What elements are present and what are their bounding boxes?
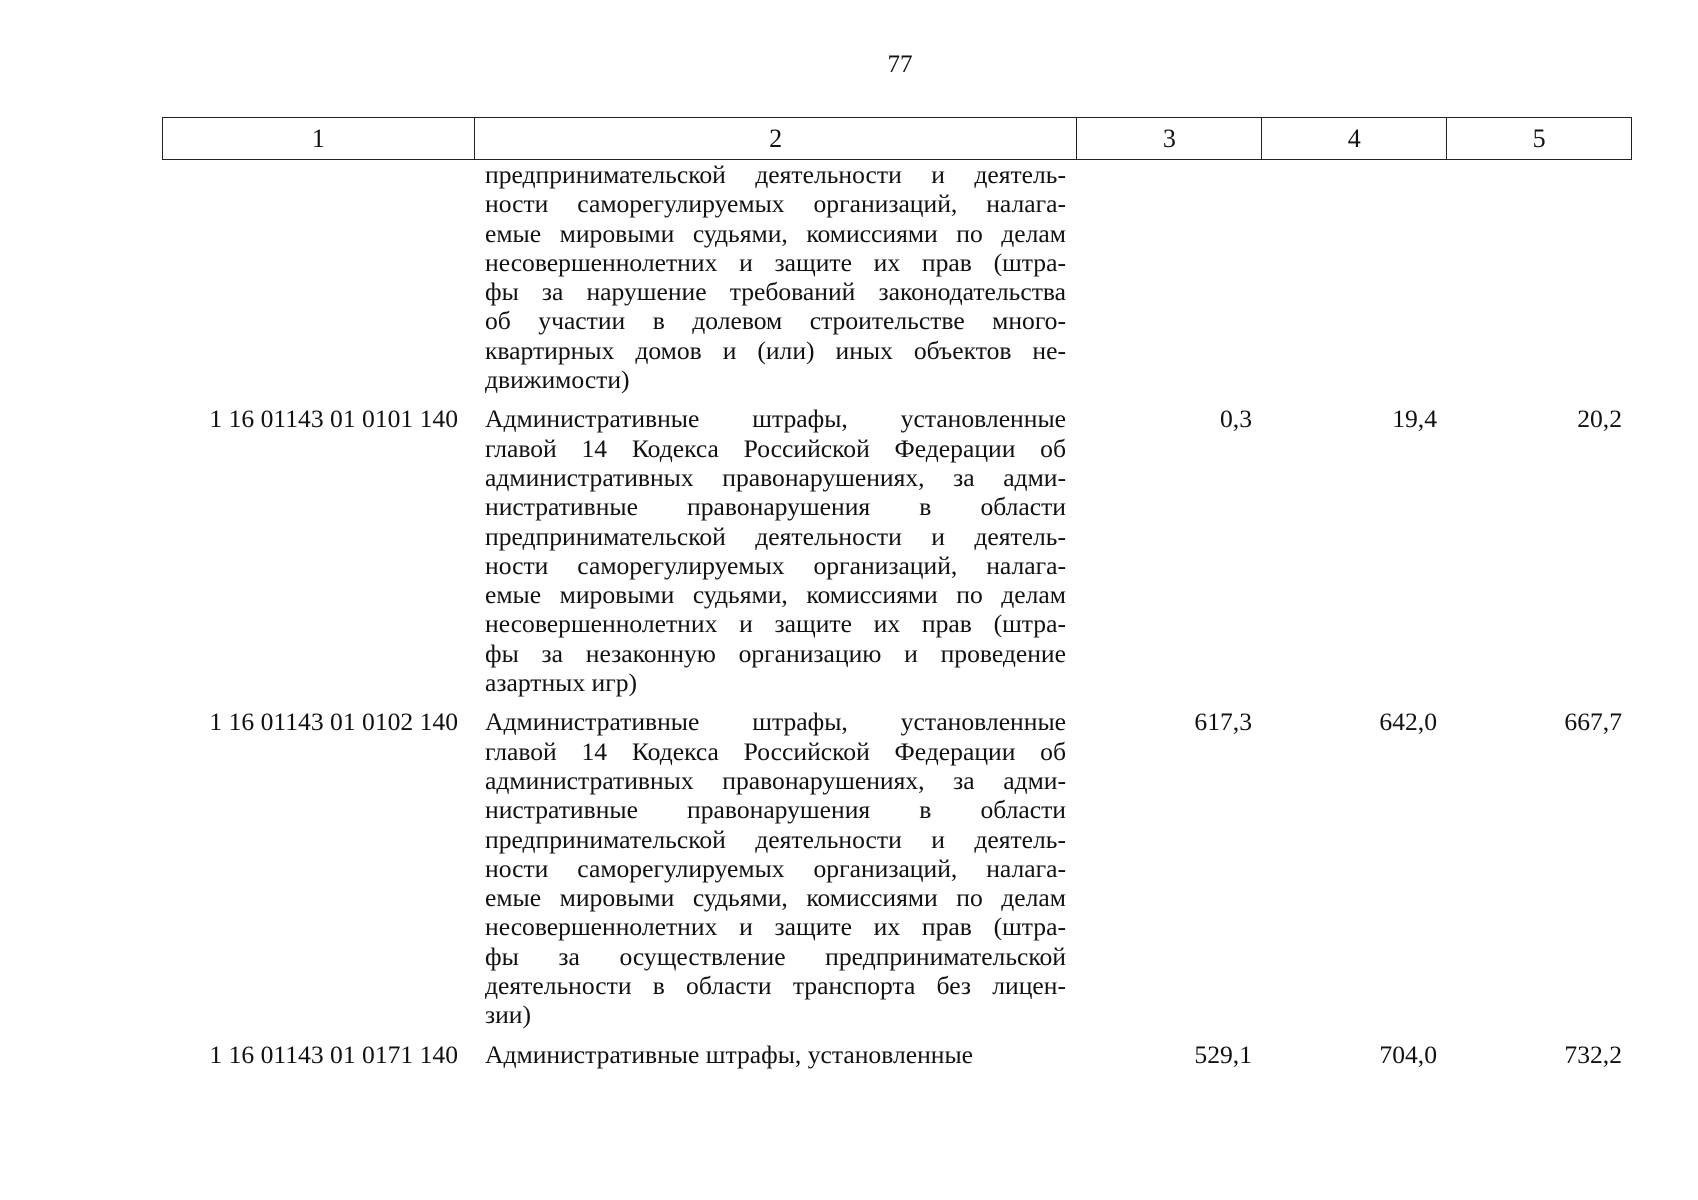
description-line: предпринимательской деятельности и деятель- [485, 521, 1066, 551]
table-header [162, 117, 1632, 160]
budget-code: 1 16 01143 01 0171 140 [209, 1039, 458, 1069]
description-line: ности саморегулируемых организаций, налага- [485, 189, 1066, 219]
description [474, 160, 1077, 394]
header-col-1: 1 [163, 118, 475, 159]
description [474, 404, 1077, 697]
description-line: нистративные правонарушения в области [485, 492, 1066, 522]
budget-code: 1 16 01143 01 0102 140 [209, 707, 458, 737]
value-col-5 [1447, 160, 1632, 394]
description-line: об участии в долевом строительстве много- [485, 306, 1066, 336]
table-row [162, 404, 1632, 697]
description [474, 1040, 1077, 1069]
table-row [162, 1040, 1632, 1069]
value-col-5: 732,2 [1564, 1039, 1622, 1069]
value-col-3: 617,3 [1194, 707, 1252, 737]
page-number: 77 [887, 51, 913, 78]
description-line: Административные штрафы, установленные [485, 404, 1066, 434]
description-line: деятельности в области транспорта без лицен- [485, 971, 1066, 1001]
description-line: главой 14 Кодекса Российской Федерации об [485, 433, 1066, 463]
description-line: несовершеннолетних и защите их прав (штра- [485, 609, 1066, 639]
description-line: емые мировыми судьями, комиссиями по делам [485, 580, 1066, 610]
header-col-2: 2 [475, 118, 1078, 159]
description-line: несовершеннолетних и защите их прав (штра- [485, 912, 1066, 942]
description-line: азартных игр) [485, 668, 638, 698]
value-col-4: 704,0 [1379, 1039, 1437, 1069]
description-line: зии) [485, 1000, 532, 1030]
value-col-4: 19,4 [1392, 404, 1437, 434]
description-line: ности саморегулируемых организаций, налага- [485, 853, 1066, 883]
header-col-3: 3 [1077, 118, 1262, 159]
value-col-3: 0,3 [1220, 404, 1252, 434]
value-col-5: 667,7 [1564, 707, 1622, 737]
description-line: главой 14 Кодекса Российской Федерации об [485, 736, 1066, 766]
header-col-4: 4 [1262, 118, 1447, 159]
budget-code: 1 16 01143 01 0101 140 [209, 404, 458, 434]
table-row [162, 707, 1632, 1029]
description-line: административных правонарушениях, за адми- [485, 462, 1066, 492]
description-line: несовершеннолетних и защите их прав (штра- [485, 247, 1066, 277]
value-col-3: 529,1 [1194, 1039, 1252, 1069]
description-line: фы за нарушение требований законодательства [485, 277, 1066, 307]
description-line: фы за незаконную организацию и проведение [485, 638, 1066, 668]
description-line: квартирных домов и (или) иных объектов не- [485, 335, 1066, 365]
value-col-3 [1077, 160, 1262, 394]
description-line: административных правонарушениях, за адми- [485, 765, 1066, 795]
header-col-5: 5 [1447, 118, 1632, 159]
description-line: фы за осуществление предпринимательской [485, 941, 1066, 971]
budget-code [162, 160, 474, 394]
description-line: емые мировыми судьями, комиссиями по делам [485, 883, 1066, 913]
description-line: емые мировыми судьями, комиссиями по делам [485, 218, 1066, 248]
description-line: ности саморегулируемых организаций, налага- [485, 550, 1066, 580]
description [474, 707, 1077, 1029]
table-row [162, 160, 1632, 394]
value-col-4: 642,0 [1379, 707, 1437, 737]
table-body [162, 160, 1632, 1079]
description-line: Административные штрафы, установленные [485, 707, 1066, 737]
description-line: движимости) [485, 365, 630, 395]
description-line: предпринимательской деятельности и деятель- [485, 160, 1066, 189]
description-line: предпринимательской деятельности и деятель- [485, 824, 1066, 854]
description-line: нистративные правонарушения в области [485, 795, 1066, 825]
description-line: Административные штрафы, установленные [485, 1039, 974, 1069]
value-col-4 [1262, 160, 1447, 394]
value-col-5: 20,2 [1577, 404, 1622, 434]
